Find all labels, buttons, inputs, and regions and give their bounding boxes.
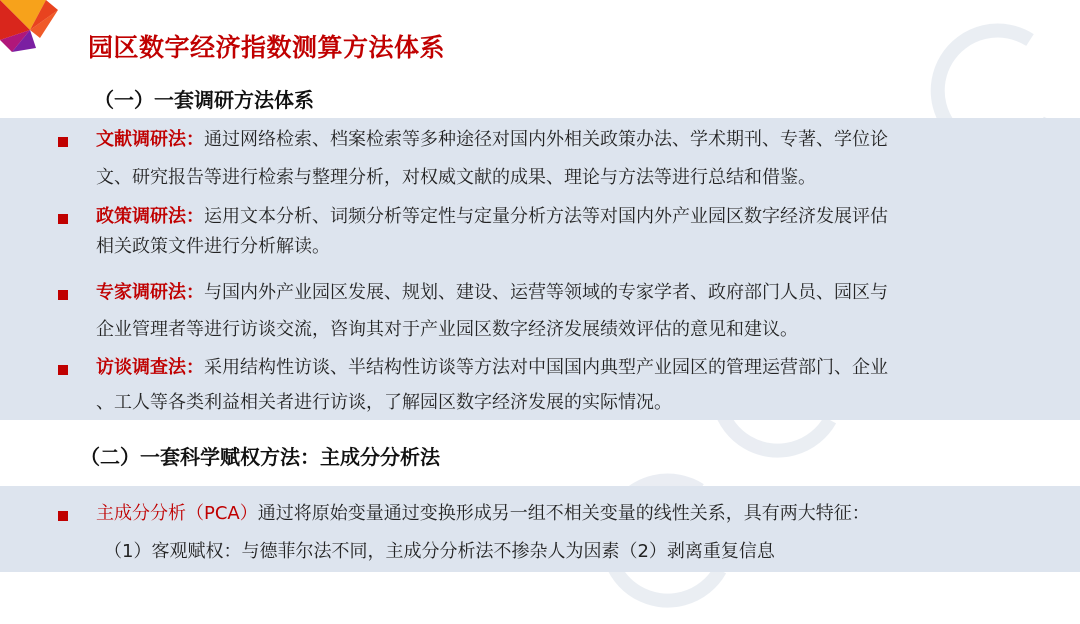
- item-label: 政策调研法：: [96, 206, 204, 227]
- item-text: 运用文本分析、词频分析等定性与定量分析方法等对国内外产业园区数字经济发展评估: [204, 206, 888, 227]
- item-text: 通过将原始变量通过变换形成另一组不相关变量的线性关系，具有两大特征：: [257, 503, 870, 524]
- item-text: （1）客观赋权：与德菲尔法不同，主成分分析法不掺杂人为因素（2）剥离重复信息: [104, 541, 775, 562]
- section-heading-survey: （一）一套调研方法体系: [94, 88, 314, 112]
- item-label: 文献调研法：: [96, 129, 204, 150]
- bullet-square-icon: [58, 365, 68, 375]
- item-text: 文、研究报告等进行检索与整理分析，对权威文献的成果、理论与方法等进行总结和借鉴。: [96, 167, 816, 188]
- bullet-square-icon: [58, 290, 68, 300]
- item-text: 采用结构性访谈、半结构性访谈等方法对中国国内典型产业园区的管理运营部门、企业: [204, 357, 888, 378]
- survey-methods-panel: [0, 118, 1080, 420]
- item-text: 与国内外产业园区发展、规划、建设、运营等领域的专家学者、政府部门人员、园区与: [204, 282, 888, 303]
- bullet-square-icon: [58, 511, 68, 521]
- item-text: 相关政策文件进行分析解读。: [96, 236, 330, 257]
- bullet-square-icon: [58, 137, 68, 147]
- item-label: 专家调研法：: [96, 282, 204, 303]
- item-label: 主成分分析（PCA）: [96, 503, 258, 524]
- bullet-square-icon: [58, 214, 68, 224]
- item-text: 、工人等各类利益相关者进行访谈，了解园区数字经济发展的实际情况。: [96, 392, 672, 413]
- weighting-method-panel: [0, 486, 1080, 572]
- brand-logo-shape: [0, 0, 70, 60]
- page-title: 园区数字经济指数测算方法体系: [88, 33, 446, 62]
- item-text: 企业管理者等进行访谈交流，咨询其对于产业园区数字经济发展绩效评估的意见和建议。: [96, 319, 798, 340]
- item-label: 访谈调查法：: [96, 357, 204, 378]
- item-text: 通过网络检索、档案检索等多种途径对国内外相关政策办法、学术期刊、专著、学位论: [204, 129, 888, 150]
- section-heading-weighting: （二）一套科学赋权方法：主成分分析法: [80, 445, 440, 469]
